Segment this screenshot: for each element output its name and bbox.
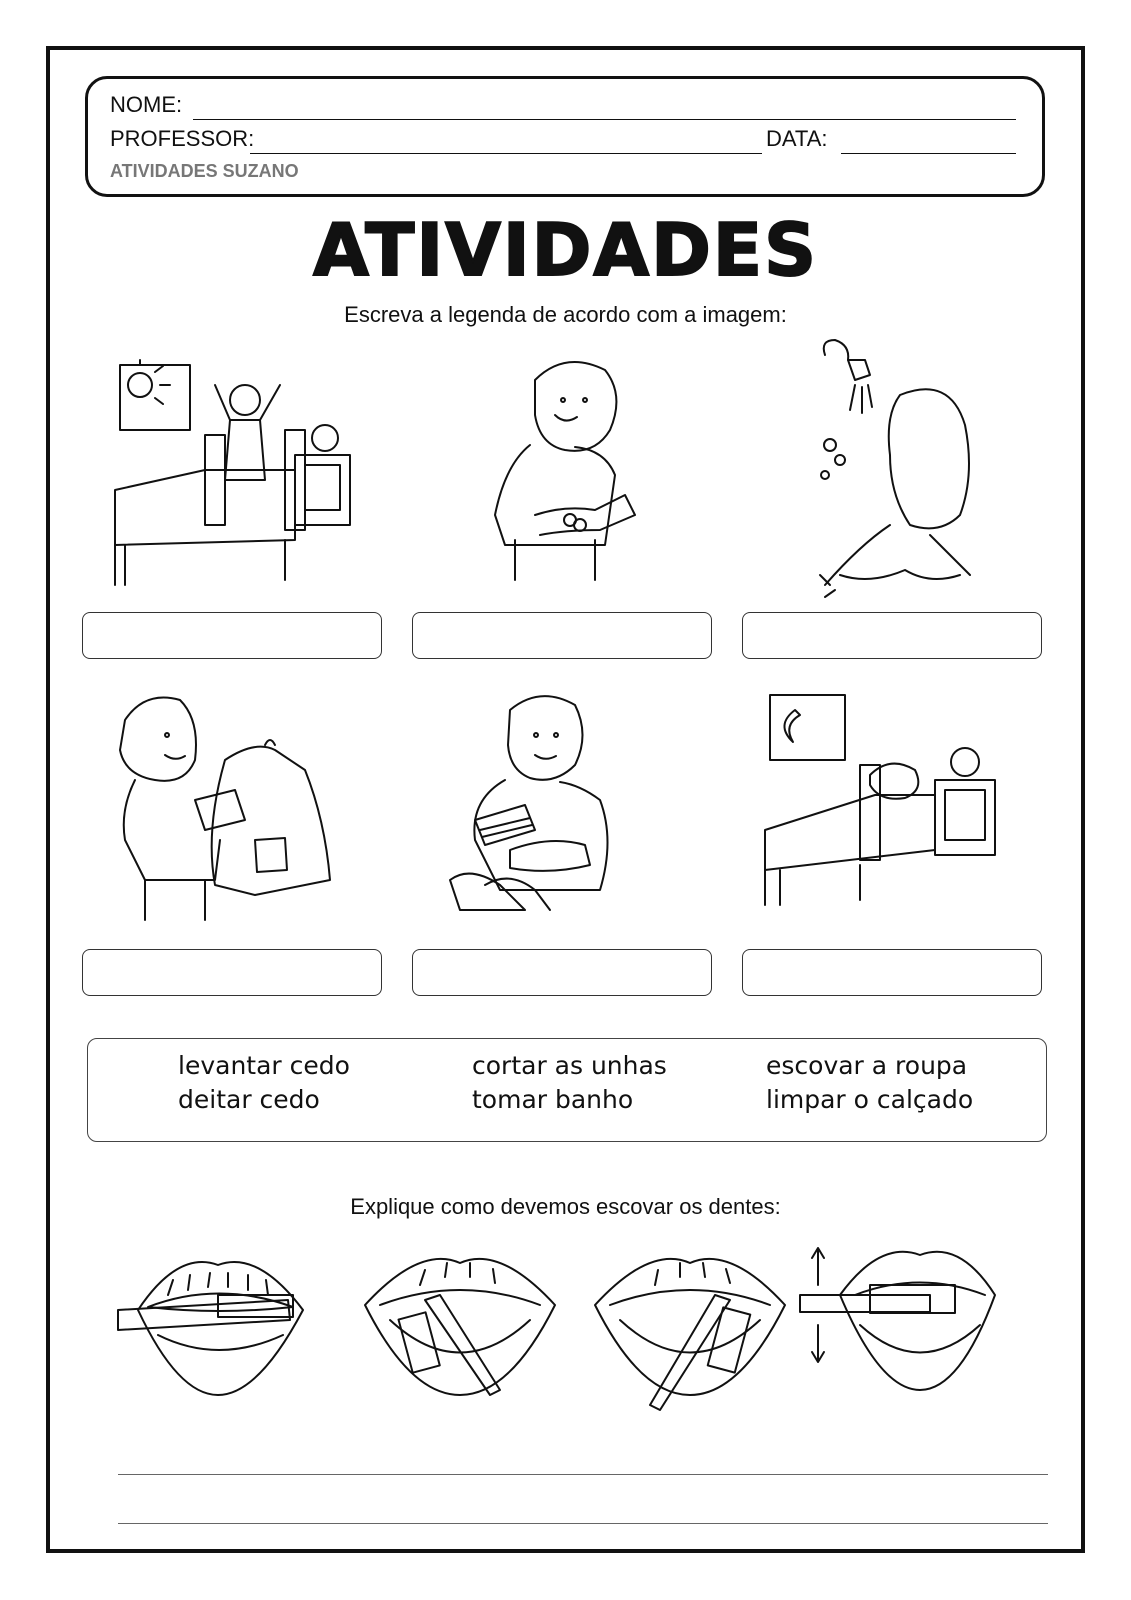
teacher-label: PROFESSOR: — [110, 126, 255, 151]
name-field[interactable] — [193, 119, 1016, 120]
brand-label: ATIVIDADES SUZANO — [110, 161, 299, 181]
waking-up-in-bed-icon — [115, 360, 365, 600]
section1-instruction: Escreva a legenda de acordo com a imagem: — [344, 302, 787, 327]
taking-shower-icon — [810, 335, 990, 605]
name-label: NOME: — [110, 92, 183, 117]
word-bank-item: levantar cedo — [178, 1051, 350, 1080]
word-bank-item: escovar a roupa — [766, 1051, 968, 1080]
date-field[interactable] — [841, 153, 1016, 154]
date-label: DATA: — [766, 126, 828, 151]
writing-line-2[interactable] — [118, 1523, 1048, 1524]
word-bank-item: tomar banho — [472, 1085, 634, 1114]
brushing-clothes-icon — [105, 690, 355, 930]
word-bank-item: deitar cedo — [178, 1085, 320, 1114]
caption-box-3[interactable] — [742, 612, 1042, 659]
brush-lower-teeth-icon — [360, 1245, 560, 1410]
word-bank-item: cortar as unhas — [472, 1051, 667, 1080]
caption-box-2[interactable] — [412, 612, 712, 659]
page-title: ATIVIDADES — [313, 208, 818, 292]
caption-box-6[interactable] — [742, 949, 1042, 996]
sleeping-in-bed-icon — [765, 690, 1020, 920]
cleaning-shoes-icon — [450, 690, 630, 930]
writing-line-1[interactable] — [118, 1474, 1048, 1475]
brush-lower-teeth-angled-icon — [590, 1245, 790, 1410]
caption-box-5[interactable] — [412, 949, 712, 996]
word-bank-item: limpar o calçado — [766, 1085, 974, 1114]
teacher-field[interactable] — [250, 153, 762, 154]
section2-instruction: Explique como devemos escovar os dentes: — [350, 1194, 781, 1219]
brush-up-down-icon — [800, 1240, 1000, 1405]
caption-box-4[interactable] — [82, 949, 382, 996]
brush-outer-teeth-icon — [118, 1245, 323, 1400]
cutting-nails-icon — [485, 355, 650, 585]
caption-box-1[interactable] — [82, 612, 382, 659]
